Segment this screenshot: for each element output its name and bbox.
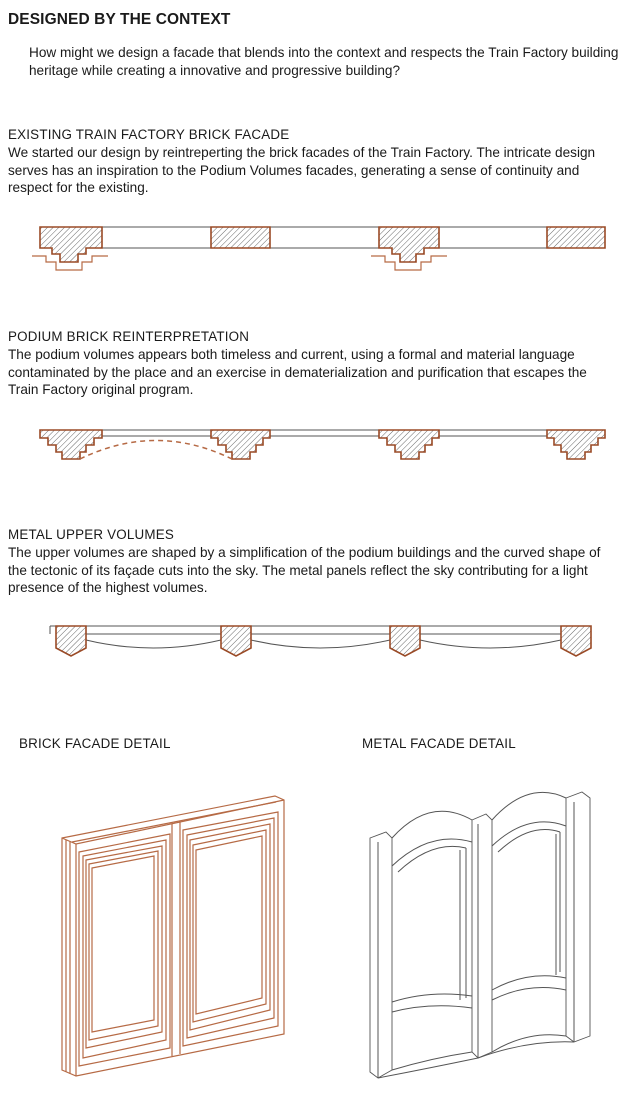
section-body-existing: We started our design by reintreperting the brick facades of the Train Factory. The intricate design serves has an inspiration to the Podium Volumes facades, generating a sense of continuity and respect for the existing. [8,145,596,195]
page-title: DESIGNED BY THE CONTEXT [8,11,231,28]
section-heading-podium: PODIUM BRICK REINTERPRETATION [8,329,250,344]
section-body-podium: The podium volumes appears both timeless and current, using a formal and material language contaminated by the place and an exercise in dematerialization and purification that escapes the Train Factory original program. [8,347,587,397]
section-body-metal: The upper volumes are shaped by a simplification of the podium buildings and the curved shape of the tectonic of its façade cuts into the sky. The metal panels reflect the sky contributing for a light presence of the highest volumes. [8,545,601,595]
section-heading-metal: METAL UPPER VOLUMES [8,527,175,542]
section-heading-existing: EXISTING TRAIN FACTORY BRICK FACADE [8,127,290,142]
brick-detail-label: BRICK FACADE DETAIL [19,736,171,751]
intro-question: How might we design a facade that blends into the context and respects the Train Factory building heritage while creating a innovative and progressive building? [29,45,619,78]
metal-detail-label: METAL FACADE DETAIL [362,736,516,751]
